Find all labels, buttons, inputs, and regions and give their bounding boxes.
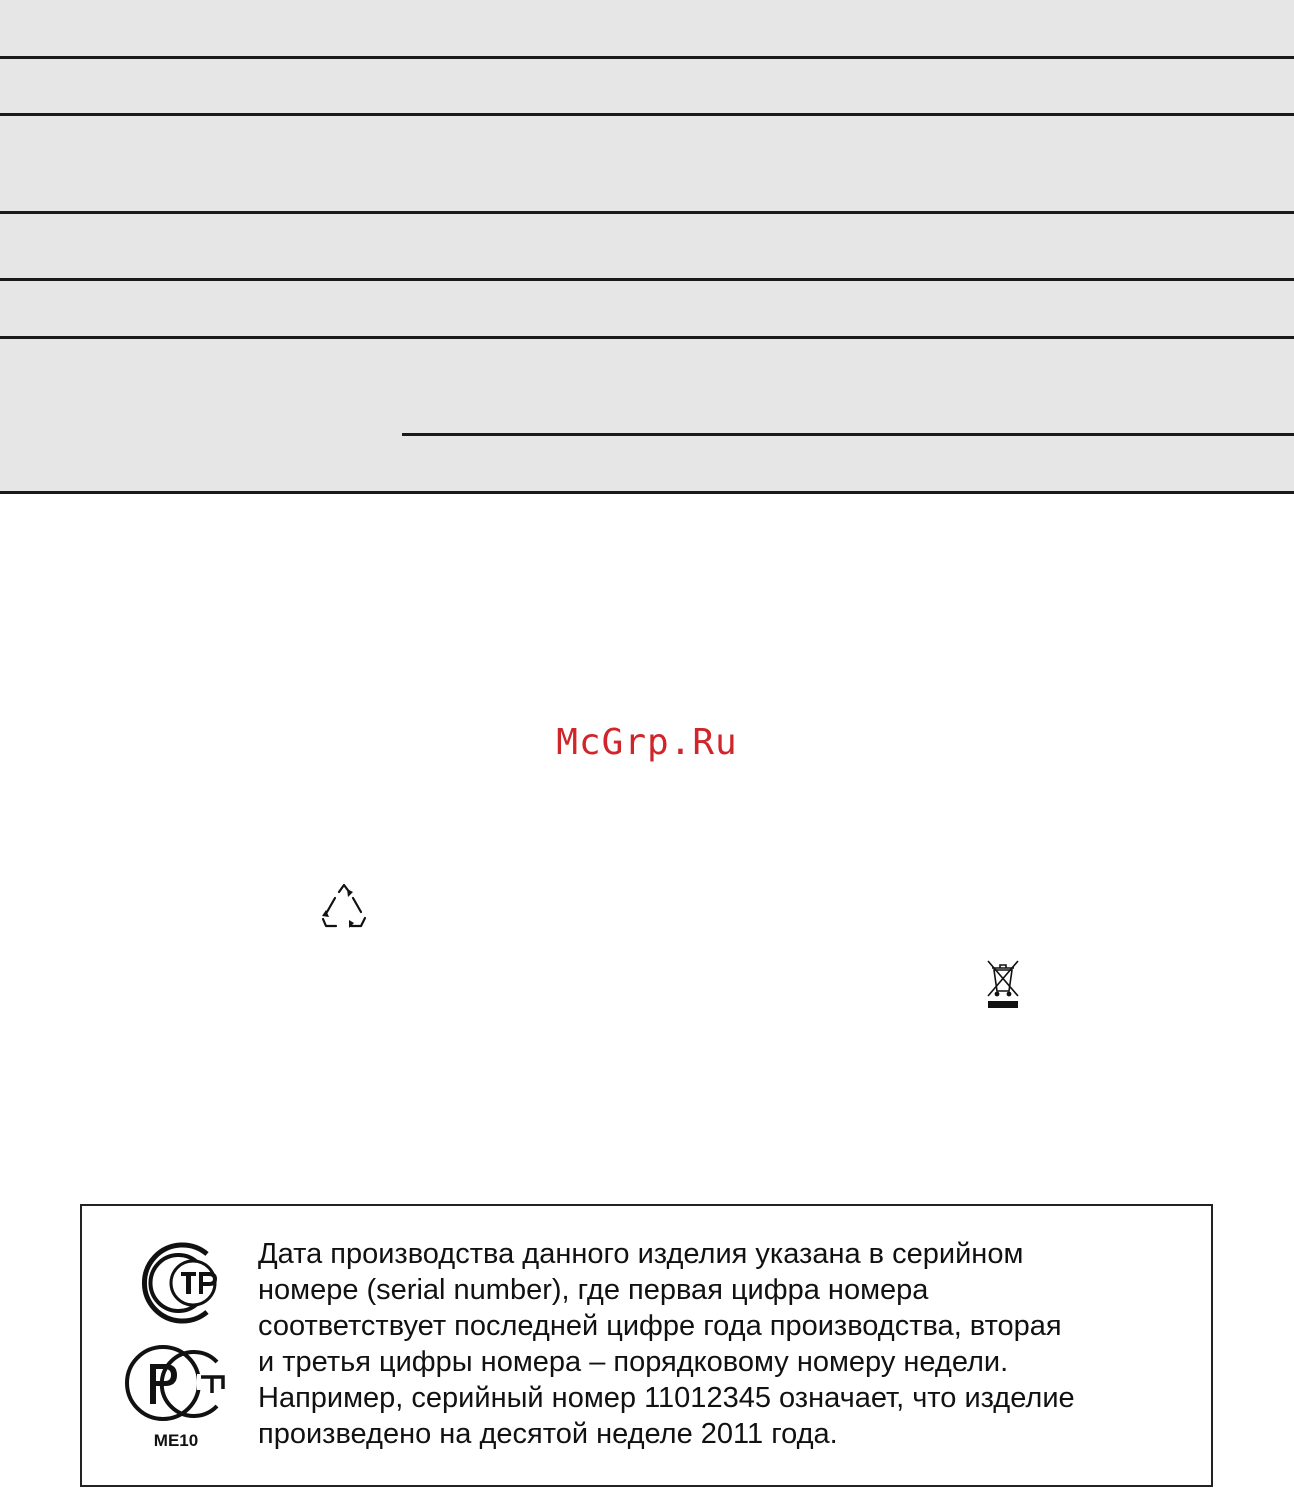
rst-certificate-code: ME10 [153, 1431, 199, 1450]
recycle-icon [318, 882, 370, 936]
table-rule [0, 56, 1294, 59]
table-rule [0, 278, 1294, 281]
gost-certification-mark [123, 1240, 227, 1326]
blank-gray-table [0, 0, 1294, 494]
notice-line: и третья цифры номера – порядковому номеру недели. [258, 1346, 1009, 1378]
watermark: McGrp.Ru [556, 722, 738, 763]
table-rule-partial [402, 433, 1294, 436]
table-rule [0, 211, 1294, 214]
notice-line: Дата производства данного изделия указана в серийном [258, 1238, 1024, 1270]
crossed-out-wheelie-bin-icon [983, 958, 1023, 1010]
notice-line: Например, серийный номер 11012345 означает, что изделие [258, 1382, 1075, 1414]
notice-line: соответствует последней цифре года производства, вторая [258, 1310, 1062, 1342]
production-date-notice [258, 1236, 1198, 1452]
table-rule [0, 336, 1294, 339]
table-rule [0, 113, 1294, 116]
rst-certification-mark [123, 1344, 227, 1422]
table-rule [0, 491, 1294, 494]
notice-line: номере (serial number), где первая цифра номера [258, 1274, 929, 1306]
notice-line: произведено на десятой неделе 2011 года. [258, 1418, 838, 1450]
